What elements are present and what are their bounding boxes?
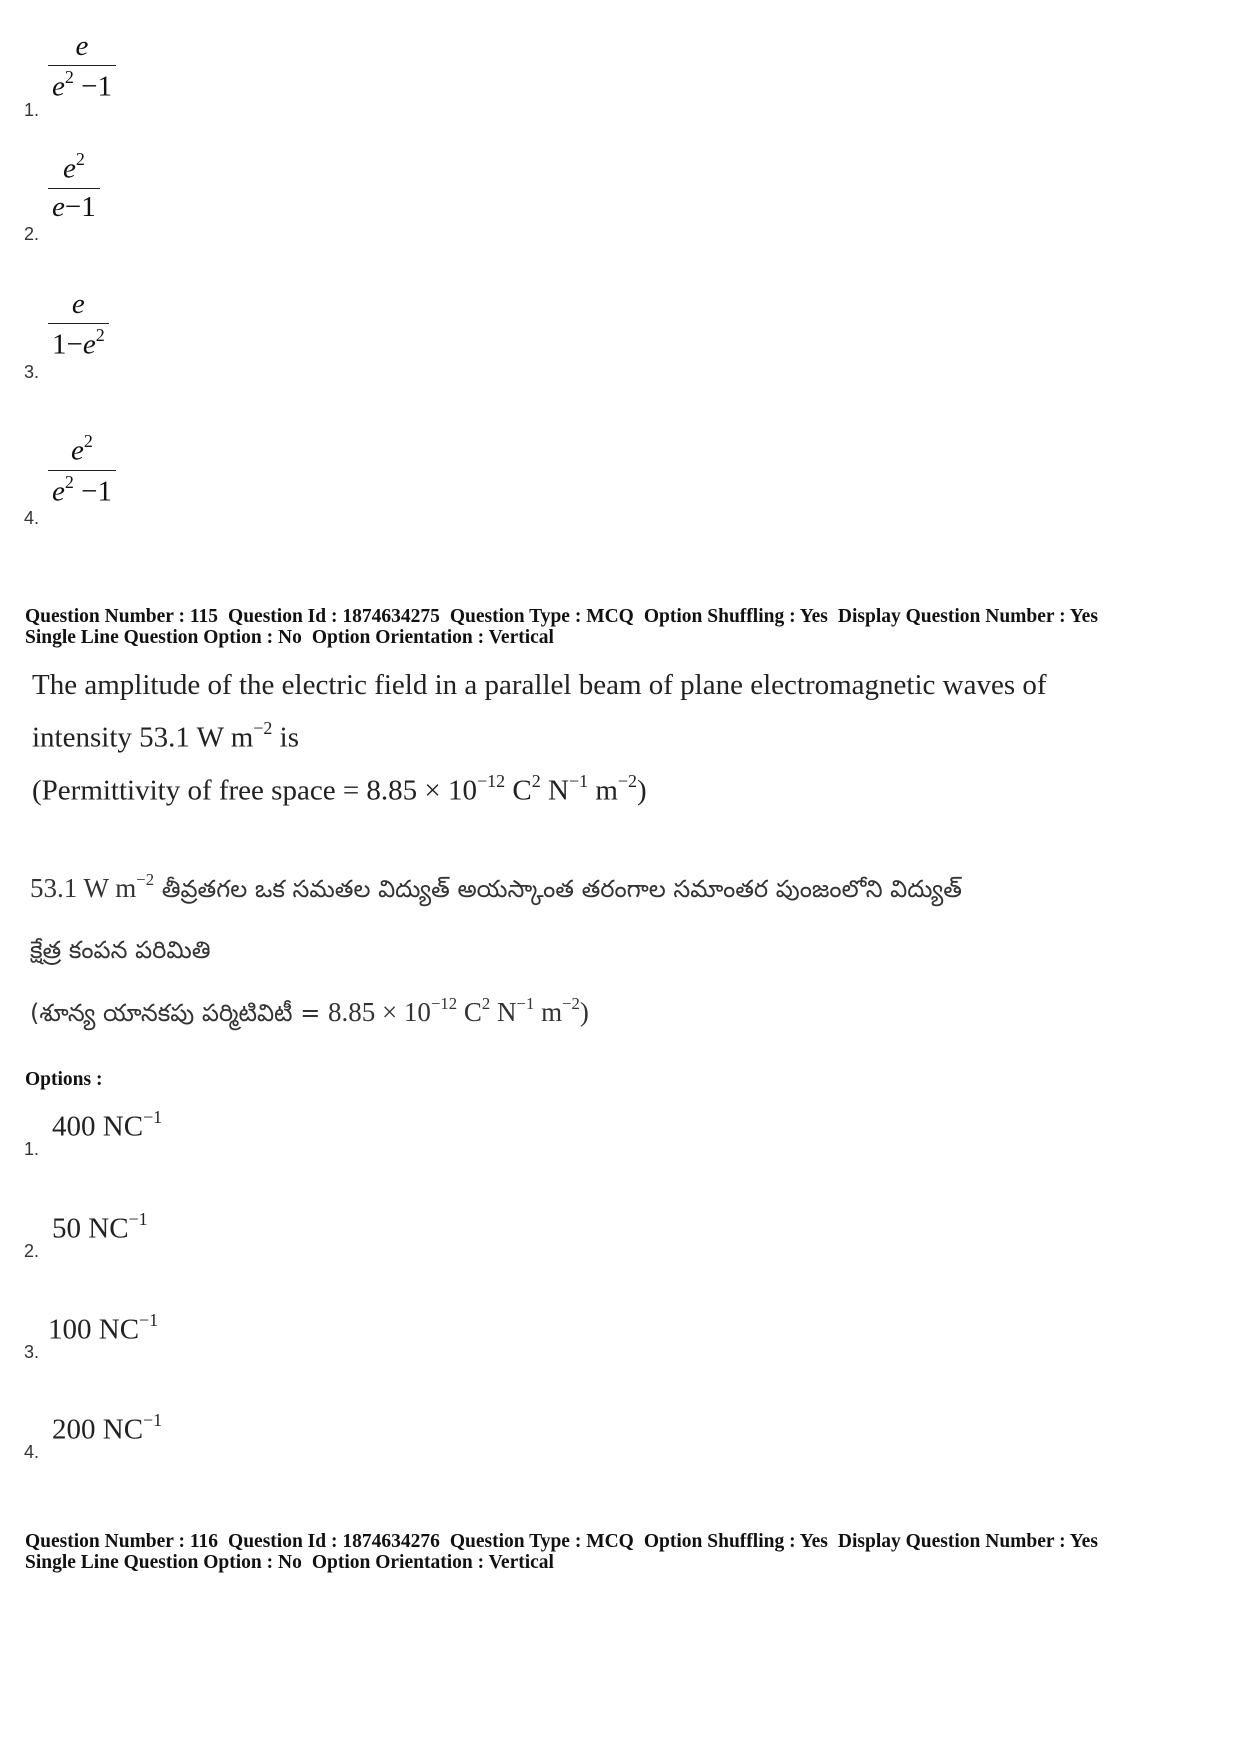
denominator-base: e: [52, 70, 65, 103]
text: ): [579, 997, 589, 1027]
exponent: −2: [136, 870, 155, 890]
exponent: −12: [477, 770, 506, 791]
question-line: The amplitude of the electric field in a parallel beam of plane electromagnetic waves of: [32, 669, 1047, 701]
meta-single-line: Single Line Question Option : No: [25, 1552, 302, 1573]
option-value: [48, 1312, 158, 1347]
option-4[interactable]: [22, 1408, 322, 1468]
text: C: [457, 997, 482, 1027]
prev-option-4: [22, 431, 162, 528]
numerator: e: [71, 434, 84, 467]
text: intensity 53.1 W m: [32, 721, 254, 754]
meta-option-shuffling: Option Shuffling : Yes: [643, 1531, 828, 1552]
option-value: [52, 1109, 162, 1144]
denominator-rest: −1: [64, 190, 96, 223]
options-label: Options :: [25, 1069, 103, 1090]
option-number: 3.: [24, 1342, 40, 1362]
text: (Permittivity of free space = 8.85 × 10: [32, 774, 478, 807]
meta-line-2: [25, 627, 1108, 648]
question-116-meta: [25, 1531, 1108, 1573]
meta-question-id: Question Id : 1874634275: [228, 606, 440, 627]
exponent: −2: [562, 994, 580, 1014]
text: 8.85 × 10: [327, 997, 431, 1027]
meta-line-1: [25, 606, 1108, 627]
question-text-telugu: [30, 872, 962, 1046]
exponent: −1: [139, 1310, 159, 1331]
option-number: 1.: [24, 1139, 40, 1159]
denominator-base: e: [52, 190, 65, 223]
exponent: 2: [531, 770, 541, 791]
text: m: [588, 774, 618, 807]
option-number: 2.: [24, 1241, 40, 1261]
question-line: [32, 761, 1047, 814]
text: ): [637, 774, 647, 807]
denominator-rest: e: [82, 328, 96, 361]
exponent: −2: [617, 770, 637, 791]
question-line: [30, 934, 962, 996]
numerator: e: [75, 30, 89, 62]
exponent: 2: [83, 431, 93, 452]
numerator: e: [71, 288, 85, 320]
option-value: [52, 1412, 162, 1447]
meta-line-1: [25, 1531, 1108, 1552]
meta-question-type: Question Type : MCQ: [449, 1531, 634, 1552]
meta-question-type: Question Type : MCQ: [449, 606, 634, 627]
text: N: [490, 997, 517, 1027]
exponent: −12: [430, 994, 458, 1014]
exponent: 2: [481, 994, 491, 1014]
numerator: e: [62, 152, 76, 185]
text: m: [534, 997, 563, 1027]
meta-single-line: Single Line Question Option : No: [25, 627, 302, 648]
text: 400 NC: [52, 1110, 144, 1143]
meta-display-number: Display Question Number : Yes: [837, 606, 1098, 627]
text: N: [540, 774, 569, 807]
telugu-text: తీవ్రతగల ఒక సమతల విద్యుత్ అయస్కాంత తరంగాల సమాంతర పుంజంలోని విద్యుత్: [154, 875, 962, 903]
telugu-text: (శూన్య యానకపు పర్మిటివిటీ =: [30, 999, 328, 1027]
exponent: −1: [128, 1209, 148, 1230]
meta-option-shuffling: Option Shuffling : Yes: [643, 606, 828, 627]
text: 53.1 W m: [30, 873, 137, 903]
question-line: [32, 708, 1047, 761]
denominator-base: 1−: [52, 328, 83, 361]
option-number: 1.: [24, 100, 40, 120]
fraction: [48, 290, 109, 360]
meta-question-id: Question Id : 1874634276: [228, 1531, 440, 1552]
exponent: 2: [64, 471, 74, 492]
question-line: [30, 996, 962, 1046]
fraction: [48, 431, 116, 508]
text: 50 NC: [52, 1212, 129, 1245]
exponent: −1: [143, 1107, 163, 1128]
denominator-base: e: [52, 475, 65, 508]
option-number: 3.: [24, 362, 40, 382]
text: is: [272, 721, 299, 754]
exponent: −1: [568, 770, 589, 791]
text: 200 NC: [52, 1413, 144, 1446]
option-1[interactable]: [22, 1105, 322, 1165]
meta-line-2: [25, 1552, 1108, 1573]
option-2[interactable]: [22, 1207, 322, 1267]
prev-option-3: [22, 290, 162, 380]
telugu-text: క్షేత్ర కంపన పరిమితి: [30, 936, 211, 964]
prev-option-2: [22, 149, 162, 244]
exponent: 2: [64, 67, 74, 88]
option-number: 2.: [24, 224, 40, 244]
prev-option-1: [22, 28, 162, 118]
denominator-rest: −1: [73, 475, 112, 508]
meta-display-number: Display Question Number : Yes: [837, 1531, 1098, 1552]
option-value: [52, 1211, 148, 1246]
exponent: −2: [253, 718, 273, 739]
exponent: −1: [143, 1410, 163, 1431]
option-number: 4.: [24, 1442, 40, 1462]
option-3[interactable]: [22, 1308, 322, 1368]
question-text-english: [32, 663, 1047, 813]
question-line: [30, 872, 962, 934]
denominator-rest: −1: [73, 70, 112, 103]
text: 100 NC: [48, 1313, 140, 1346]
question-115-meta: [25, 606, 1108, 648]
exponent: 2: [95, 325, 105, 346]
meta-question-number: Question Number : 116: [25, 1531, 219, 1552]
exponent: −1: [516, 994, 535, 1014]
option-number: 4.: [24, 508, 40, 528]
meta-orientation: Option Orientation : Vertical: [311, 627, 554, 648]
meta-orientation: Option Orientation : Vertical: [311, 1552, 554, 1573]
exponent: 2: [75, 149, 85, 170]
meta-question-number: Question Number : 115: [25, 606, 219, 627]
fraction: [48, 32, 116, 102]
text: C: [505, 774, 532, 807]
fraction: [48, 149, 100, 223]
